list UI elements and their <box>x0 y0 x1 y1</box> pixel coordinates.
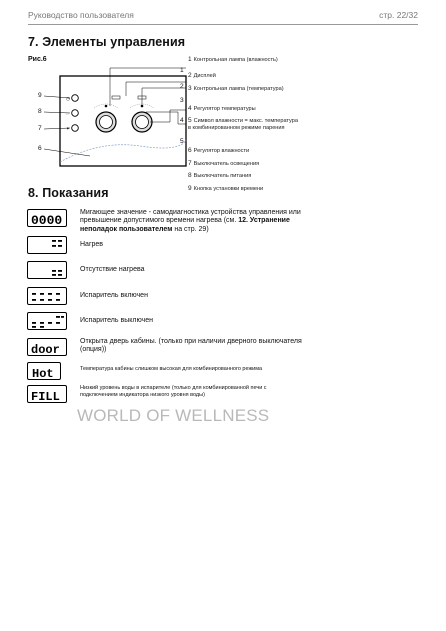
indication-text-door: Открыта дверь кабины. (только при наличии дверного выключателя (опция)) <box>80 338 302 354</box>
section7-title: 7. Элементы управления <box>28 35 186 49</box>
display-door <box>27 338 67 356</box>
display-text: door <box>31 343 60 357</box>
legend-item-5: 5 Символ влажности = макс. температура в комбинированном режиме парения <box>188 117 299 131</box>
page-header <box>28 10 418 24</box>
indication-text-selfdiag: Мигающее значение - самодиагностика устройства управления или превышение допустимого времени нагрева (см. 12. Устранение неполадок пользователем на стр. 29) <box>80 209 301 233</box>
svg-text:✦: ✦ <box>66 126 70 131</box>
display-text: Hot <box>32 367 54 381</box>
indication-text-fill: Низкий уровень воды в испарителе (только для комбинированной печи с подключением индикатора низкого уровня воды) <box>80 385 267 398</box>
svg-text:◌: ◌ <box>66 111 69 116</box>
legend-item-8: 8 Выключатель питания <box>188 172 252 179</box>
section8-title: 8. Показания <box>28 186 109 200</box>
page-number: стр. 22/32 <box>379 10 418 20</box>
display-hot <box>27 362 61 380</box>
callout-7: 7 <box>38 125 42 132</box>
display-evaporator-on <box>27 287 67 305</box>
manual-title: Руководство пользователя <box>28 10 134 20</box>
legend-item-9: 9 Кнопка установки времени <box>188 185 264 192</box>
callout-5: 5 <box>180 138 184 145</box>
legend-item-3: 3 Контрольная лампа (температура) <box>188 85 284 92</box>
callout-8: 8 <box>38 108 42 115</box>
display-text: 0000 <box>31 213 63 228</box>
indication-text-heating: Нагрев <box>80 241 104 248</box>
indication-row-evaporator-off <box>27 312 427 334</box>
callout-6: 6 <box>38 145 42 152</box>
callout-4: 4 <box>180 117 184 124</box>
indication-text-evaporator-on: Испаритель включен <box>80 292 148 299</box>
display-text: FILL <box>31 390 60 404</box>
indication-row-fill <box>27 385 427 407</box>
indication-row-hot <box>27 362 427 384</box>
indication-row-heating <box>27 236 427 258</box>
indication-text-hot: Температура кабины слишком высокая для комбинированного режима <box>80 366 263 372</box>
control-panel-diagram <box>30 62 190 172</box>
legend-item-1: 1 Контрольная лампа (влажность) <box>188 56 278 63</box>
indication-text-no-heating: Отсутствие нагрева <box>80 266 145 273</box>
brand-wordmark: WORLD OF WELLNESS <box>77 406 270 425</box>
display-heating <box>27 236 67 254</box>
indication-row-selfdiag <box>27 209 427 231</box>
indication-row-door <box>27 338 427 360</box>
header-divider <box>28 24 418 25</box>
legend-item-4: 4 Регулятор температуры <box>188 105 256 112</box>
indication-row-evaporator-on <box>27 287 427 309</box>
callout-2: 2 <box>180 83 184 90</box>
callout-3: 3 <box>180 97 184 104</box>
indication-text-evaporator-off: Испаритель выключен <box>80 317 153 324</box>
svg-text:◷: ◷ <box>66 96 70 101</box>
legend-item-6: 6 Регулятор влажности <box>188 147 250 154</box>
display-fill <box>27 385 67 403</box>
callout-1: 1 <box>180 67 184 74</box>
display-0000 <box>27 209 67 227</box>
display-no-heating <box>27 261 67 279</box>
callout-9: 9 <box>38 92 42 99</box>
legend-item-7: 7 Выключатель освещения <box>188 160 260 167</box>
figure-label: Рис.6 <box>28 56 47 63</box>
legend-item-2: 2 Дисплей <box>188 72 216 79</box>
indication-row-no-heating <box>27 261 427 283</box>
display-evaporator-off <box>27 312 67 330</box>
